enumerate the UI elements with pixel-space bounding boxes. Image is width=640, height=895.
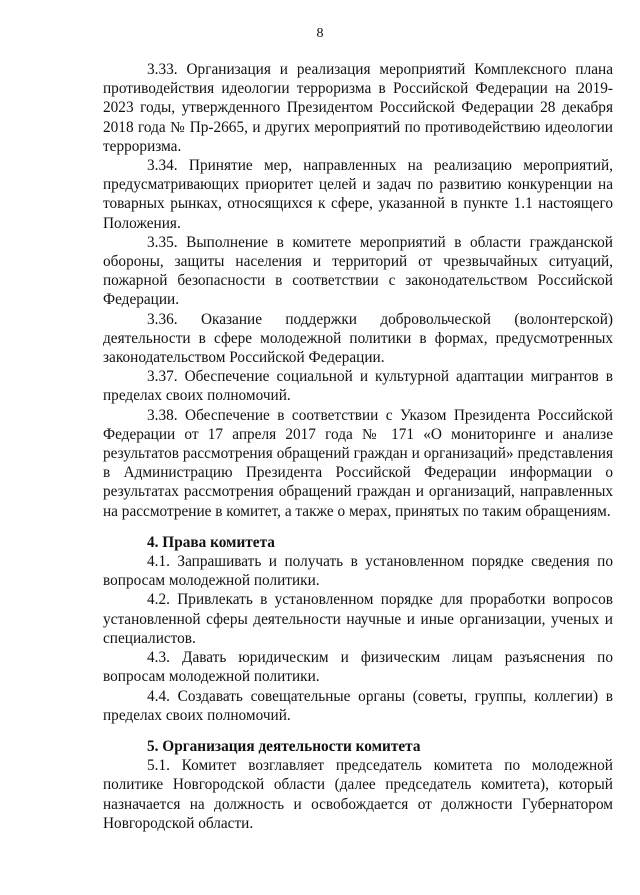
paragraph-3-35: 3.35. Выполнение в комитете мероприятий в области гражданской обороны, защиты населения и территорий от чрезвычайных ситуаций, пожарной безопасности в соответствии с законодательством Российской Федерации.	[103, 233, 613, 309]
paragraph-3-37: 3.37. Обеспечение социальной и культурной адаптации мигрантов в пределах своих полномочий.	[103, 368, 613, 405]
paragraph-4-1: 4.1. Запрашивать и получать в установленном порядке сведения по вопросам молодежной политики.	[103, 553, 613, 590]
page-number: 8	[316, 26, 324, 41]
paragraph-4-4: 4.4. Создавать совещательные органы (советы, группы, коллегии) в пределах своих полномочий.	[103, 687, 613, 724]
paragraph-3-34: 3.34. Принятие мер, направленных на реализацию мероприятий, предусматривающих приоритет целей и задач по развитию конкуренции на товарных рынках, относящихся к сфере, указанной в пункте 1.1 настоящего Положения.	[103, 157, 613, 232]
section-4-heading: 4. Права комитета	[147, 533, 275, 551]
paragraph-5-1: 5.1. Комитет возглавляет председатель комитета по молодежной политике Новгородской области (далее председатель комитета), который назначается на должность и освобождается от должности Губернатором Новгородской области.	[103, 757, 613, 832]
paragraph-3-38: 3.38. Обеспечение в соответствии с Указом Президента Российской Федерации от 17 апреля 2017 года № 171 «О мониторинге и анализе результатов рассмотрения обращений граждан и организаций» представления в Администрацию Президента Российской Федерации информации о результатах рассмотрения обращений граждан и организаций, направленных на рассмотрение в комитет, а также о мерах, принятых по таким обращениям.	[103, 406, 613, 520]
paragraph-4-2: 4.2. Привлекать в установленном порядке для проработки вопросов установленной сферы деятельности научные и иные организации, ученых и специалистов.	[103, 591, 613, 647]
section-5-heading: 5. Организация деятельности комитета	[147, 737, 421, 755]
paragraph-4-3: 4.3. Давать юридическим и физическим лицам разъяснения по вопросам молодежной политики.	[103, 649, 613, 686]
document-body	[103, 60, 613, 833]
paragraph-3-36: 3.36. Оказание поддержки добровольческой (волонтерской) деятельности в сфере молодежной политики в формах, предусмотренных законодательством Российской Федерации.	[103, 310, 613, 367]
paragraph-3-33: 3.33. Организация и реализация мероприятий Комплексного плана противодействия идеологии терроризма в Российской Федерации на 2019-2023 годы, утвержденного Президентом Российской Федерации 28 декабря 2018 года № Пр-2665, и других мероприятий по противодействию идеологии терроризма.	[103, 61, 613, 155]
